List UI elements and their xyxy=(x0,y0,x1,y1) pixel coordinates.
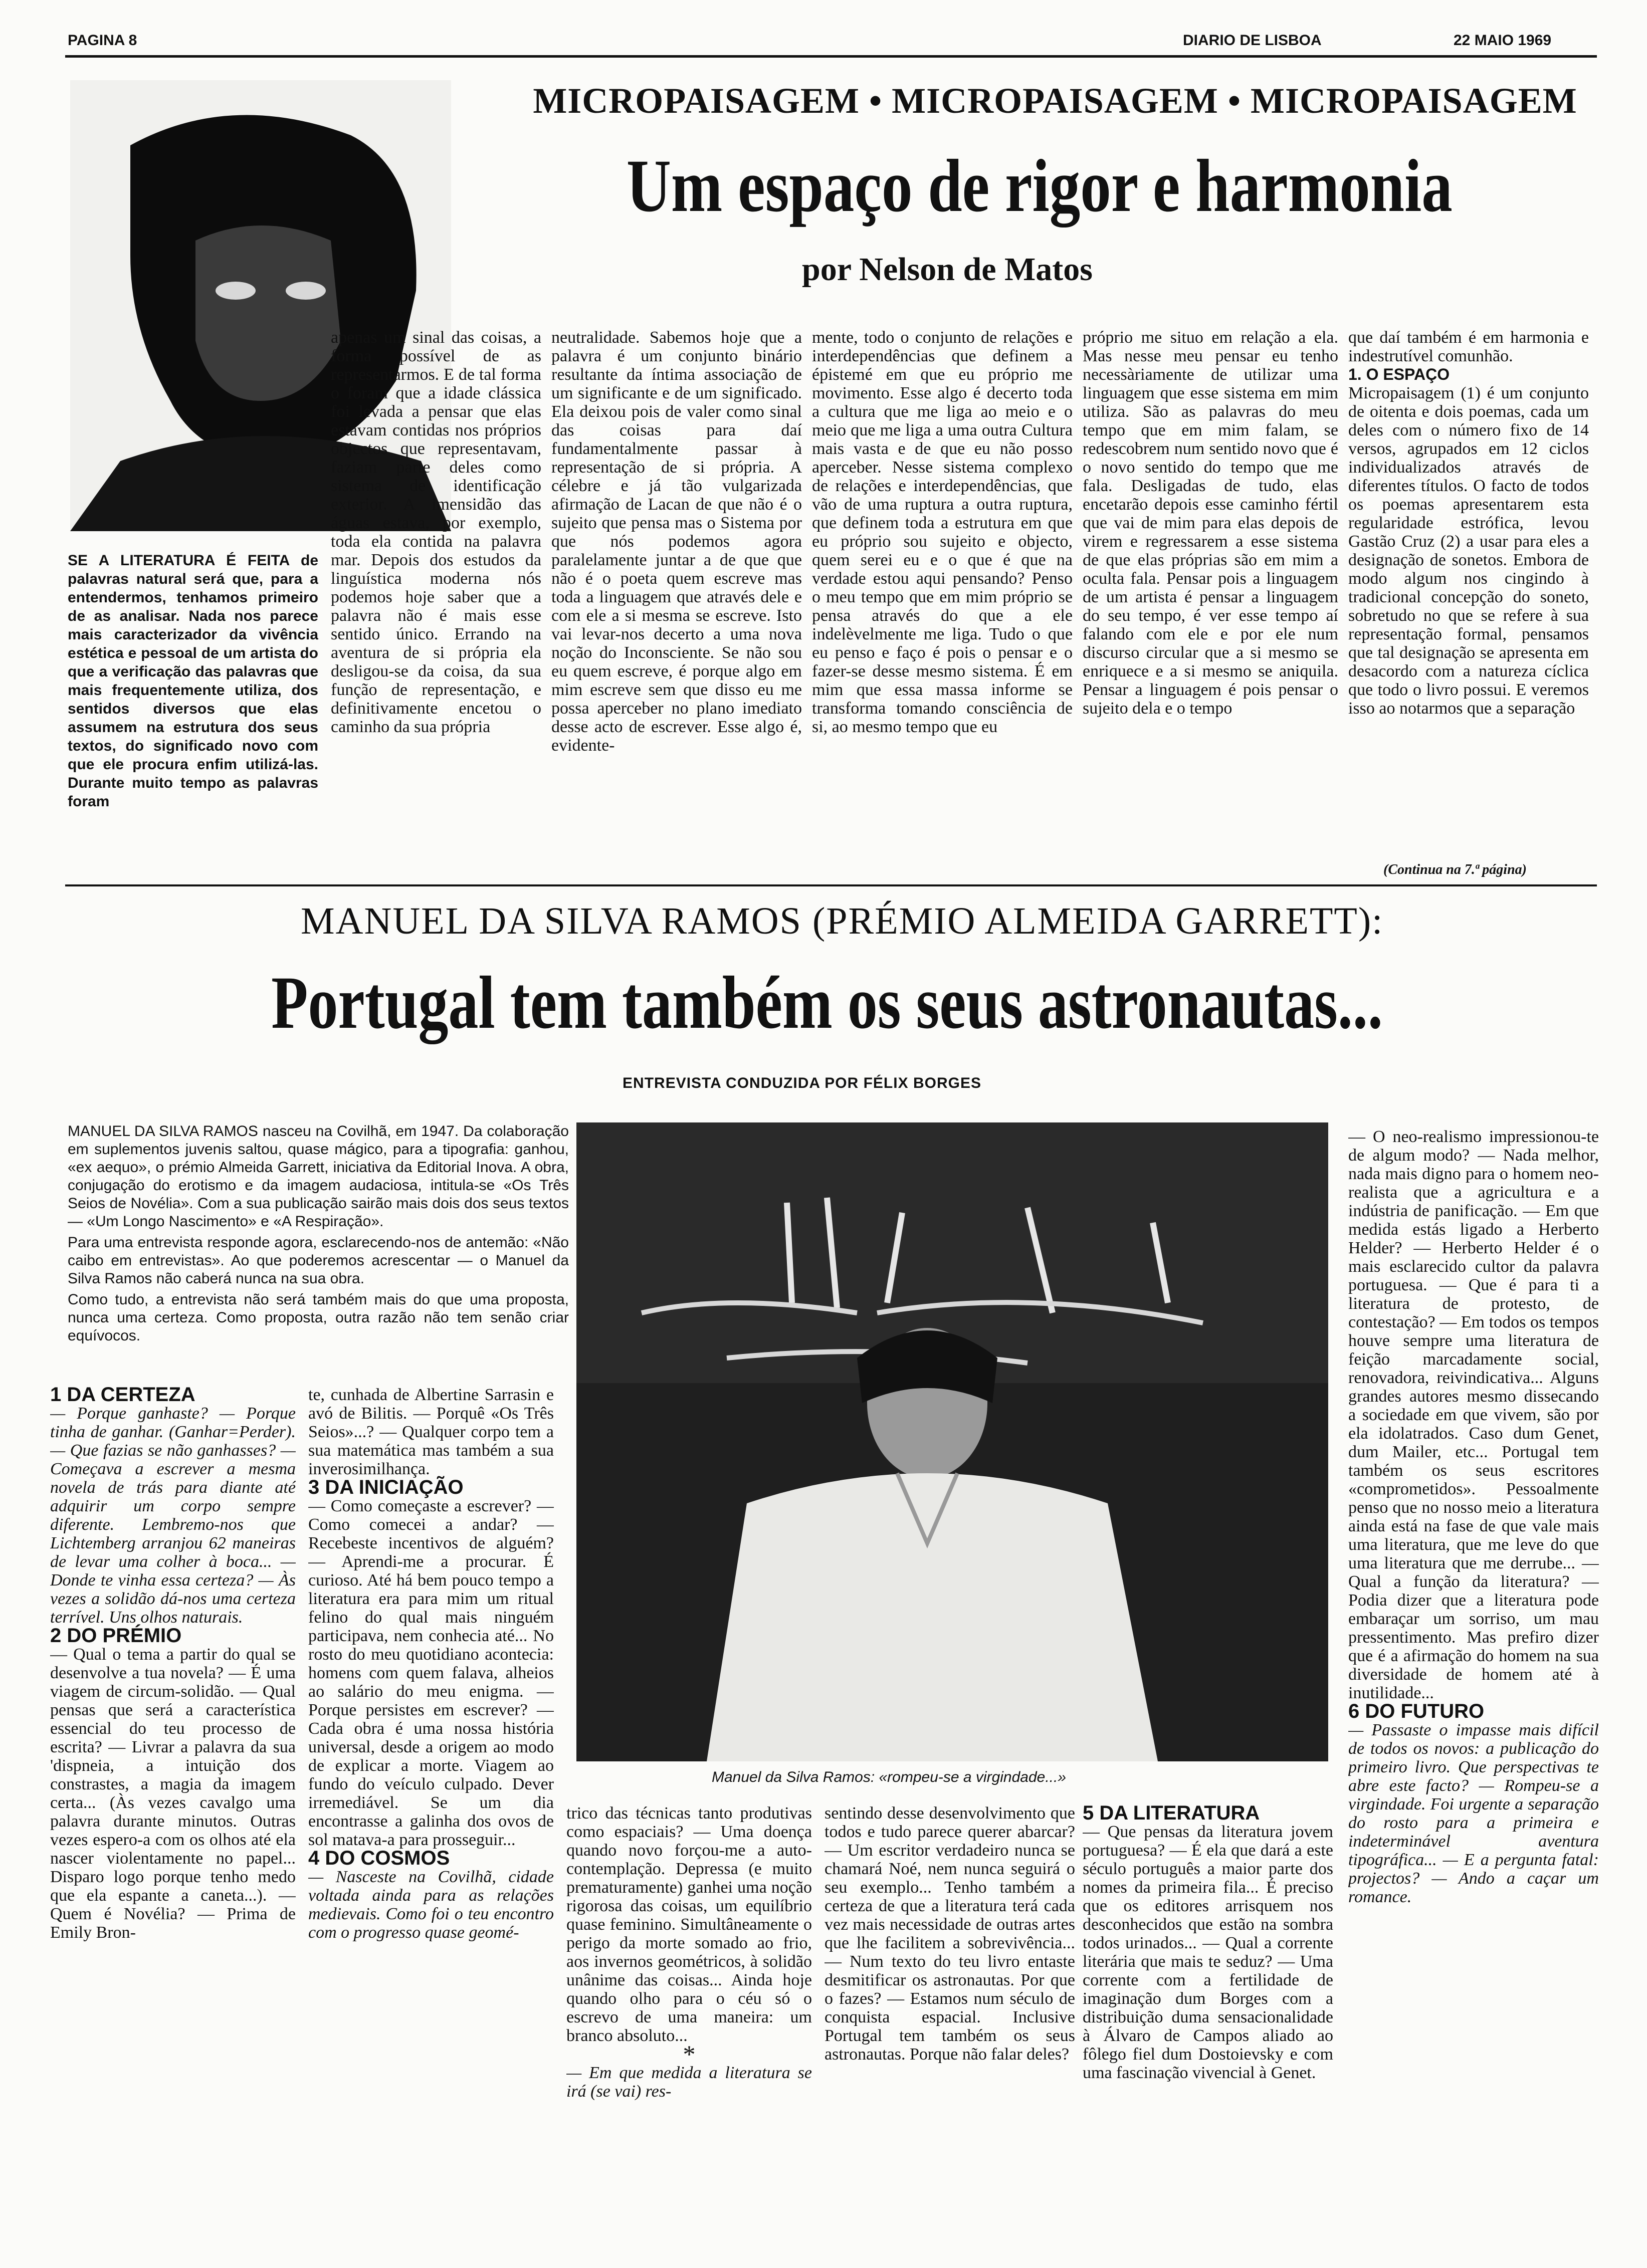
article1-column-b-text: neutralidade. Sabemos hoje que a palavra é um conjunto binário resultante da íntima associação de um significante e de um significado. Ela deixou pois de valer como sinal das coisas para daí fundamentalmente passar à representação de si própria. A célebre e já tão vulgarizada afirmação de Lacan de que não é o sujeito que pensa mas o Sistema por que nós podemos agora paralelamente juntar a de que que não é o poeta quem escreve mas toda a linguagem que através dele e com ele a si mesma se escreve. Isto vai levar-nos decerto a uma nova noção do Inconsciente. Se não sou eu quem escreve, é porque algo em mim escreve sem que disso eu me possa aperceber no plano imediato desse acto de escrever. Esse algo é, evidente- xyxy=(551,328,802,755)
section-text: trico das técnicas tanto produtivas como espaciais? — Uma doença quando novo forçou-me a auto-contemplação. Depressa (e muito prematuramente) ganhei uma noção rigorosa das coisas, um equilíbrio quase feminino. Simultâneamente o perigo da morte somado ao frio, aos invernos geométricos, à solidão unânime das coisas... Ainda hoje quando olho para o céu só o escrevo de uma maneira: um branco absoluto... xyxy=(566,1804,812,2045)
article1-column-a xyxy=(331,328,541,859)
article1-byline: por Nelson de Matos xyxy=(802,251,1093,288)
article1-column-c-text: mente, todo o conjunto de relações e interdependências que definem a épistemé em que eu próprio me movimento. Esse algo é decerto toda a cultura que me liga ao meio e o meio que me liga a uma outra Cultura mais vasta e de que eu não posso aperceber. Nesse sistema complexo de relações e interdependências, que vão de uma ruptura a outra ruptura, que definem toda a estrutura em que eu próprio sou sujeito e objecto, quem serei eu e o que é que na verdade estou aqui pensando? Penso o meu tempo que em mim próprio se pensa através do que a ele indelèvelmente me liga. Tudo o que eu penso e faço é pois o pensar e o fazer-se desse mesmo sistema. É em mim que essa massa informe se transforma tomando consciência de si, ao mesmo tempo que eu xyxy=(812,328,1073,736)
article1-section-title: 1. O ESPAÇO xyxy=(1348,365,1450,383)
interview-column-1 xyxy=(50,1386,296,2267)
newspaper-name: DIARIO DE LISBOA xyxy=(1183,32,1322,49)
section-text: — Como começaste a escrever? — Como comecei a andar? — Recebeste incentivos de alguém? — Aprendi-me a procurar. É curioso. Até há bem pouco tempo a literatura era para mim um ritual felino do qual mais ninguém participava, nem conhecia até... No rosto do meu quotidiano acontecia: homens com quem falava, alheios ao salário do meu enigma. — Porque persistes em escrever? — Cada obra é uma nossa história universal, desde a origem ao modo de explicar a morte. Viagem ao fundo do veículo culpado. Dever irremediável. Se um dia encontrasse a galinha dos ovos de sol matava-a para prosseguir... xyxy=(308,1497,554,1849)
section-rule xyxy=(65,884,1597,886)
article2-byline: ENTREVISTA CONDUZIDA POR FÉLIX BORGES xyxy=(623,1075,981,1091)
section-text: — Qual o tema a partir do qual se desenvolve a tua novela? — É uma viagem de circum-solidão. — Qual pensas que será a característica essencial do teu processo de escrita? — Livrar a palavra da sua 'dispneia, a intuição dos constrastes, a magia da imagem certa... (Às vezes cavalgo uma palavra durante minutos. Outras vezes espero-a com os olhos até ela nascer violentamente no papel... Disparo logo porque tenho medo que ela espante a caneta...). — Quem é Novélia? — Prima de Emily Bron- xyxy=(50,1645,296,1942)
intro-paragraph: MANUEL DA SILVA RAMOS nasceu na Covilhã, em 1947. Da colaboração em suplementos juvenis saltou, quase mágico, para a tipografia: ganhou, «ex aequo», o prémio Almeida Garrett, iniciativa da Editorial Inova. A obra, conjugação do erotismo e da imagem audaciosa, intitula-se «Os Três Seios de Novélia». Com a sua publicação sairão mais dois dos seus textos — «Um Longo Nascimento» e «A Respiração». xyxy=(68,1123,569,1230)
article1-column-d xyxy=(1083,328,1338,859)
section-title: 2 DO PRÉMIO xyxy=(50,1625,182,1647)
section-title: 3 DA INICIAÇÃO xyxy=(308,1476,464,1498)
issue-date: 22 MAIO 1969 xyxy=(1454,32,1552,49)
article1-column-d-text: próprio me situo em relação a ela. Mas nesse meu pensar eu tenho necessàriamente de utilizar uma linguagem que esse sistema em mim utiliza. São as palavras do meu tempo que em mim falam, se redescobrem num sentido novo que é o novo sentido do tempo que me fala. Desligadas de tudo, elas encetarão depois esse caminho fértil que vai de mim para elas depois de virem e regressarem a esse sistema de que elas próprias são em mim a oculta fala. Pensar pois a linguagem de um artista é pensar a linguagem do seu tempo, é ver esse tempo aí falando com ele e por ele num discurso circular que a si mesmo se enriquece e a si mesmo se aniquila. Pensar a linguagem é pois pensar o sujeito dela e o tempo xyxy=(1083,328,1338,718)
section-text: — Nasceste na Covilhã, cidade voltada ainda para as relações medievais. Como foi o teu encontro com o progresso quase geomé- xyxy=(308,1868,554,1942)
interview-column-5 xyxy=(1083,1804,1333,2267)
section-text: — Passaste o impasse mais difícil de todos os novos: a publicação do primeiro livro. Que perspectivas te abre este facto? — Rompeu-se a virgindade. Foi urgente a separação do rosto para a primeira e indeterminável aventura tipográfica... — E a pergunta fatal: projectos? — Ando a caçar um romance. xyxy=(1348,1721,1599,1906)
section-text: — Que pensas da literatura jovem portuguesa? — É ela que dará a este século português a maior parte dos nomes da primeira fila... É preciso que os editores arrisquem nos desconhecidos que estão na sombra todos urinados... — Qual a corrente literária que mais te seduz? — Uma corrente com a fertilidade de imaginação dum Borges com a distribuição duma sensacionalidade à Álvaro de Campos aliado ao fôlego fiel dum Dostoievsky e com uma fascinação vivencial à Genet. xyxy=(1083,1823,1333,2082)
section-title: 6 DO FUTURO xyxy=(1348,1700,1485,1722)
continued-note: (Continua na 7.ª página) xyxy=(1383,862,1527,877)
article1-column-b xyxy=(551,328,802,859)
section-text: te, cunhada de Albertine Sarrasin e avó de Bilitis. — Porquê «Os Três Seios»...? — Qualquer corpo tem a sua matemática mas também a sua inverosimilhança. xyxy=(308,1386,554,1478)
article1-lead-column xyxy=(68,551,318,852)
interview-column-6 xyxy=(1348,1127,1599,2265)
article2-intro xyxy=(68,1122,569,1348)
article1-lead: SE A LITERATURA É FEITA de palavras natural será que, para a entendermos, tenhamos primeiro de as analisar. Nada nos parece mais caracterizador da vivência estética e pessoal de um artista do que a verificação das palavras que mais frequentemente utiliza, dos sentidos diversos que elas assumem na estrutura dos seus textos, do significado novo com que ele procura enfim utilizá-las. Durante muito tempo as palavras foram xyxy=(68,552,318,810)
article1-column-c xyxy=(812,328,1073,859)
interview-column-2 xyxy=(308,1386,554,2267)
interview-photo xyxy=(576,1122,1328,1761)
section-title: 5 DA LITERATURA xyxy=(1083,1804,1260,1824)
article2-subtitle: MANUEL DA SILVA RAMOS (PRÉMIO ALMEIDA GARRETT): xyxy=(301,900,1384,942)
page-number: PAGINA 8 xyxy=(68,32,137,49)
article2-title: Portugal tem também os seus astronautas... xyxy=(271,961,1383,1044)
section-text: — O neo-realismo impressionou-te de algum modo? — Nada melhor, nada mais digno para o homem neo-realista que a agricultura e a indústria de panificação. — Em que medida estás ligado a Herberto Helder? — Herberto Helder é o mais esclarecido cultor da palavra portuguesa. — Que é para ti a literatura de protesto, de contestação? — Em todos os tempos houve sempre uma literatura de feição marcadamente social, renovadora, reivindicativa... Alguns grandes autores mesmo dissecando a sociedade em que vivem, são por ela idolatrados. Caso dum Genet, dum Mailer, etc... Portugal tem também os seus escritores «comprometidos». Pessoalmente penso que no nosso meio a literatura ainda está na fase de que vale mais uma literatura, que me leve do que uma literatura que me derrube... — Qual a função da literatura? — Podia dizer que a literatura pode embaraçar um sorriso, um mau pressentimento. Mas prefiro dizer que é a afirmação do homem na sua diversidade de homem até à inutilidade... xyxy=(1348,1127,1599,1702)
article1-column-a-text: apenas um sinal das coisas, a forma possível de as representarmos. E de tal forma o foram que a idade clássica foi levada a pensar que elas estavam contidas nos próprios objectos que representavam, faziam parte deles como sistema de identificação exterior. A imensidão das águas estava, por exemplo, toda ela contida na palavra mar. Depois dos estudos da linguística moderna nós podemos hoje saber que a palavra não é mais esse sentido único. Errando na aventura de si própria ela desligou-se da coisa, da sua função de representação, e definitivamente encetou o caminho da sua própria xyxy=(331,328,541,736)
section-title: 4 DO COSMOS xyxy=(308,1847,450,1869)
header-rule xyxy=(65,55,1597,58)
article1-column-e-top: que daí também é em harmonia e indestrutível comunhão. xyxy=(1348,328,1589,365)
photo-caption: Manuel da Silva Ramos: «rompeu-se a virgindade...» xyxy=(712,1769,1067,1785)
intro-paragraph: Como tudo, a entrevista não será também mais do que uma proposta, nunca uma certeza. Como proposta, outra razão não tem senão criar equívocos. xyxy=(68,1291,569,1344)
article1-column-e xyxy=(1348,328,1589,849)
section-text: sentindo desse desenvolvimento que todos e tudo parece querer abarcar? — Um escritor verdadeiro nunca se chamará Noé, nem nunca seguirá o seu exemplo... Tenho também a certeza de que a literatura terá cada vez mais necessidade de outras artes que lhe facilitem a sobrevivência... — Num texto do teu livro entaste desmitificar os astronautas. Por que o fazes? — Estamos num século de conquista espacial. Inclusive Portugal tem também os seus astronautas. Porque não falar deles? xyxy=(825,1804,1075,2064)
intro-paragraph: Para uma entrevista responde agora, esclarecendo-nos de antemão: «Não caibo em entrevistas». Ao que poderemos acrescentar — o Manuel da Silva Ramos não caberá nunca na sua obra. xyxy=(68,1234,569,1287)
separator-asterisk: * xyxy=(683,2040,696,2068)
section-title: 1 DA CERTEZA xyxy=(50,1386,195,1406)
article1-kicker: MICROPAISAGEM • MICROPAISAGEM • MICROPAISAGEM xyxy=(533,81,1577,121)
interview-column-4 xyxy=(825,1804,1075,2267)
interview-column-3 xyxy=(566,1804,812,2267)
section-text: — Porque ganhaste? — Porque tinha de ganhar. (Ganhar=Perder). — Que fazias se não ganhasses? — Começava a escrever a mesma novela de trás para diante até adquirir um corpo sempre diferente. Lembremo-nos que Lichtemberg arranjou 62 maneiras de levar uma colher à boca... — Donde te vinha essa certeza? — Às vezes a solidão dá-nos uma certeza terrível. Uns olhos naturais. xyxy=(50,1404,296,1627)
article1-column-e-text: Micropaisagem (1) é um conjunto de oitenta e dois poemas, cada um deles com o número fixo de 14 versos, agrupados em 12 ciclos individualizados através de diferentes títulos. O facto de todos os poemas apresentarem esta regularidade estrófica, levou Gastão Cruz (2) a usar para eles a designação de sonetos. Embora de modo algum nos cingindo à tradicional concepção do soneto, sobretudo no que se refere à sua representação formal, pensamos que tal designação se apresenta em desacordo com a natureza cíclica que todo o livro possui. E veremos isso ao notarmos que a separação xyxy=(1348,384,1589,718)
article1-title: Um espaço de rigor e harmonia xyxy=(627,144,1453,228)
section-text: — Em que medida a literatura se irá (se vai) res- xyxy=(566,2064,812,2101)
